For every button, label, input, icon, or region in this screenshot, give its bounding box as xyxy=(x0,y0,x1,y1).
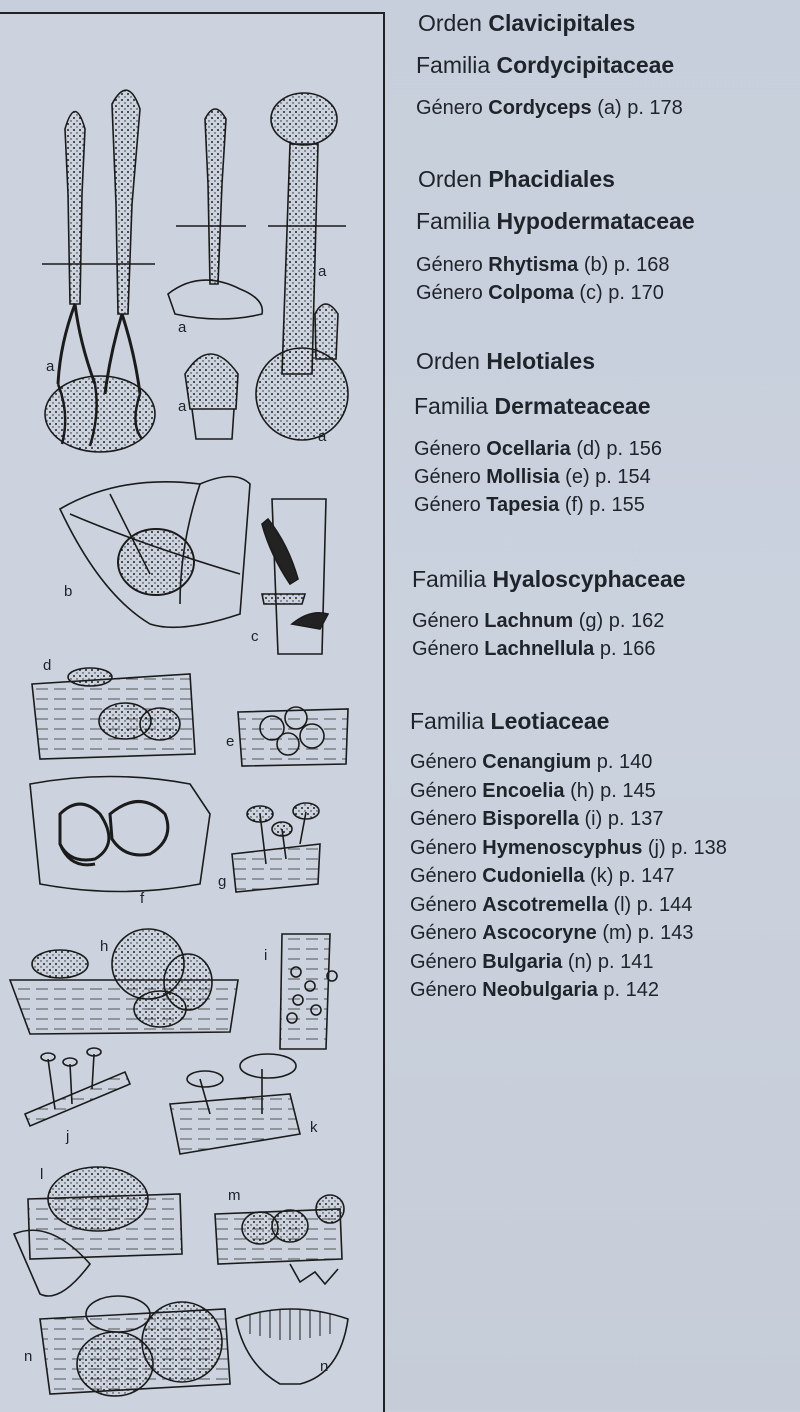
taxon-reference: (k) p. 147 xyxy=(584,865,675,887)
taxon-entry xyxy=(410,951,653,974)
figure-label: e xyxy=(226,733,235,750)
taxon-reference: (i) p. 137 xyxy=(578,808,664,830)
taxon-name: Encoelia xyxy=(482,780,565,802)
taxon-name: Ocellaria xyxy=(486,438,571,460)
taxon-name: Hyaloscyphaceae xyxy=(492,566,686,592)
fungi-drawings xyxy=(0,14,383,1412)
taxon-name: Bisporella xyxy=(482,808,579,830)
cordyceps-drawing-2 xyxy=(168,109,262,439)
taxon-entry xyxy=(414,438,662,461)
bisporella-drawing xyxy=(280,934,337,1049)
figure-label: c xyxy=(251,628,259,645)
taxon-reference: (m) p. 143 xyxy=(596,922,694,944)
taxon-name: Ascotremella xyxy=(482,894,608,916)
taxon-reference: (h) p. 145 xyxy=(564,780,656,802)
taxon-reference: (g) p. 162 xyxy=(573,610,665,632)
taxon-name: Hypodermataceae xyxy=(496,208,695,234)
colpoma-drawing xyxy=(262,499,328,654)
taxon-rank: Género xyxy=(410,979,483,1001)
taxon-rank: Género xyxy=(416,282,489,304)
taxon-reference: p. 142 xyxy=(597,979,660,1001)
taxon-entry xyxy=(412,638,655,661)
figure-label: a xyxy=(318,263,327,280)
taxon-rank: Género xyxy=(410,922,483,944)
rhytisma-drawing xyxy=(60,477,250,628)
taxon-reference: (a) p. 178 xyxy=(591,97,683,119)
taxon-rank: Género xyxy=(410,865,483,887)
taxon-reference: (b) p. 168 xyxy=(578,254,670,276)
taxon-rank: Familia xyxy=(414,393,495,419)
figure-label: n xyxy=(320,1358,329,1375)
taxon-reference: p. 140 xyxy=(591,751,653,773)
ocellaria-drawing xyxy=(32,668,195,759)
taxon-name: Bulgaria xyxy=(482,951,563,973)
taxon-reference: (j) p. 138 xyxy=(642,837,727,859)
taxon-reference: (e) p. 154 xyxy=(559,466,651,488)
taxon-entry xyxy=(410,708,609,735)
illustration-plate xyxy=(0,12,385,1412)
taxon-entry xyxy=(416,254,669,277)
figure-label: j xyxy=(66,1128,70,1145)
taxon-entry xyxy=(412,566,686,593)
taxon-rank: Género xyxy=(410,837,483,859)
taxon-entry xyxy=(416,52,674,79)
taxon-reference: (l) p. 144 xyxy=(607,894,693,916)
taxon-rank: Orden xyxy=(418,10,489,36)
figure-label: m xyxy=(228,1187,241,1204)
cordyceps-drawing-3 xyxy=(256,93,348,440)
taxon-rank: Género xyxy=(410,894,483,916)
taxon-name: Neobulgaria xyxy=(482,979,598,1001)
taxon-name: Ascocoryne xyxy=(482,922,597,944)
taxon-rank: Orden xyxy=(416,348,487,374)
bulgaria-drawing xyxy=(40,1296,230,1396)
taxon-entry xyxy=(414,393,651,420)
taxon-rank: Familia xyxy=(410,708,491,734)
taxon-entry xyxy=(410,751,652,774)
taxon-rank: Género xyxy=(410,780,483,802)
taxon-rank: Familia xyxy=(416,52,497,78)
taxon-name: Cordycipitaceae xyxy=(496,52,675,78)
taxon-name: Rhytisma xyxy=(488,254,579,276)
taxon-name: Phacidiales xyxy=(488,166,615,192)
taxon-name: Cordyceps xyxy=(488,97,592,119)
figure-label: f xyxy=(140,890,145,907)
taxon-entry xyxy=(410,780,656,803)
taxon-name: Lachnum xyxy=(484,610,574,632)
taxon-rank: Género xyxy=(410,751,483,773)
figure-label: h xyxy=(100,938,109,955)
bulgaria-section-drawing xyxy=(236,1309,348,1384)
taxon-entry xyxy=(416,208,695,235)
taxon-entry xyxy=(410,865,675,888)
taxon-name: Lachnellula xyxy=(484,638,595,660)
taxon-name: Mollisia xyxy=(486,466,560,488)
encoelia-drawing xyxy=(10,929,238,1034)
taxon-name: Colpoma xyxy=(488,282,574,304)
taxon-reference: p. 166 xyxy=(594,638,656,660)
figure-label: b xyxy=(64,583,73,600)
taxon-rank: Orden xyxy=(418,166,489,192)
hymenoscyphus-drawing xyxy=(25,1048,130,1126)
taxon-rank: Género xyxy=(414,438,487,460)
taxon-reference: (f) p. 155 xyxy=(559,494,645,516)
taxon-entry xyxy=(410,979,659,1002)
ascocoryne-drawing xyxy=(215,1195,344,1284)
taxon-entry xyxy=(410,894,692,917)
taxon-name: Tapesia xyxy=(486,494,560,516)
taxon-rank: Género xyxy=(412,638,485,660)
taxon-rank: Familia xyxy=(416,208,497,234)
taxon-entry xyxy=(416,97,683,120)
taxon-rank: Género xyxy=(412,610,485,632)
figure-label: a xyxy=(178,398,187,415)
taxon-entry xyxy=(410,922,693,945)
figure-label: d xyxy=(43,657,52,674)
taxon-rank: Género xyxy=(410,808,483,830)
taxon-entry xyxy=(410,808,663,831)
ascotremella-drawing xyxy=(14,1167,182,1296)
cudoniella-drawing xyxy=(170,1054,300,1154)
figure-label: a xyxy=(318,428,327,445)
taxon-entry xyxy=(410,837,727,860)
taxon-name: Cenangium xyxy=(482,751,592,773)
taxon-entry xyxy=(416,348,595,375)
taxon-rank: Familia xyxy=(412,566,493,592)
taxon-reference: (c) p. 170 xyxy=(573,282,664,304)
figure-label: a xyxy=(178,319,187,336)
taxon-entry xyxy=(414,494,645,517)
figure-label: i xyxy=(264,947,268,964)
taxon-rank: Género xyxy=(414,466,487,488)
taxon-entry xyxy=(416,282,664,305)
tapesia-drawing xyxy=(30,777,210,892)
taxon-entry xyxy=(418,10,635,37)
taxon-name: Leotiaceae xyxy=(490,708,610,734)
taxon-entry xyxy=(414,466,651,489)
figure-label: g xyxy=(218,873,227,890)
taxon-reference: (n) p. 141 xyxy=(562,951,654,973)
mollisia-drawing xyxy=(238,707,348,766)
lachnum-drawing xyxy=(232,803,320,892)
taxon-rank: Género xyxy=(414,494,487,516)
figure-label: n xyxy=(24,1348,33,1365)
taxon-rank: Género xyxy=(416,97,489,119)
taxon-reference: (d) p. 156 xyxy=(570,438,662,460)
figure-label: k xyxy=(310,1119,318,1136)
taxon-name: Cudoniella xyxy=(482,865,585,887)
cordyceps-drawing-1 xyxy=(42,90,155,452)
taxon-name: Helotiales xyxy=(486,348,595,374)
taxon-name: Clavicipitales xyxy=(488,10,636,36)
taxon-name: Hymenoscyphus xyxy=(482,837,643,859)
taxon-entry xyxy=(418,166,615,193)
taxon-rank: Género xyxy=(410,951,483,973)
taxon-name: Dermateaceae xyxy=(494,393,651,419)
figure-label: l xyxy=(40,1166,44,1183)
taxon-entry xyxy=(412,610,664,633)
figure-label: a xyxy=(46,358,55,375)
taxon-rank: Género xyxy=(416,254,489,276)
